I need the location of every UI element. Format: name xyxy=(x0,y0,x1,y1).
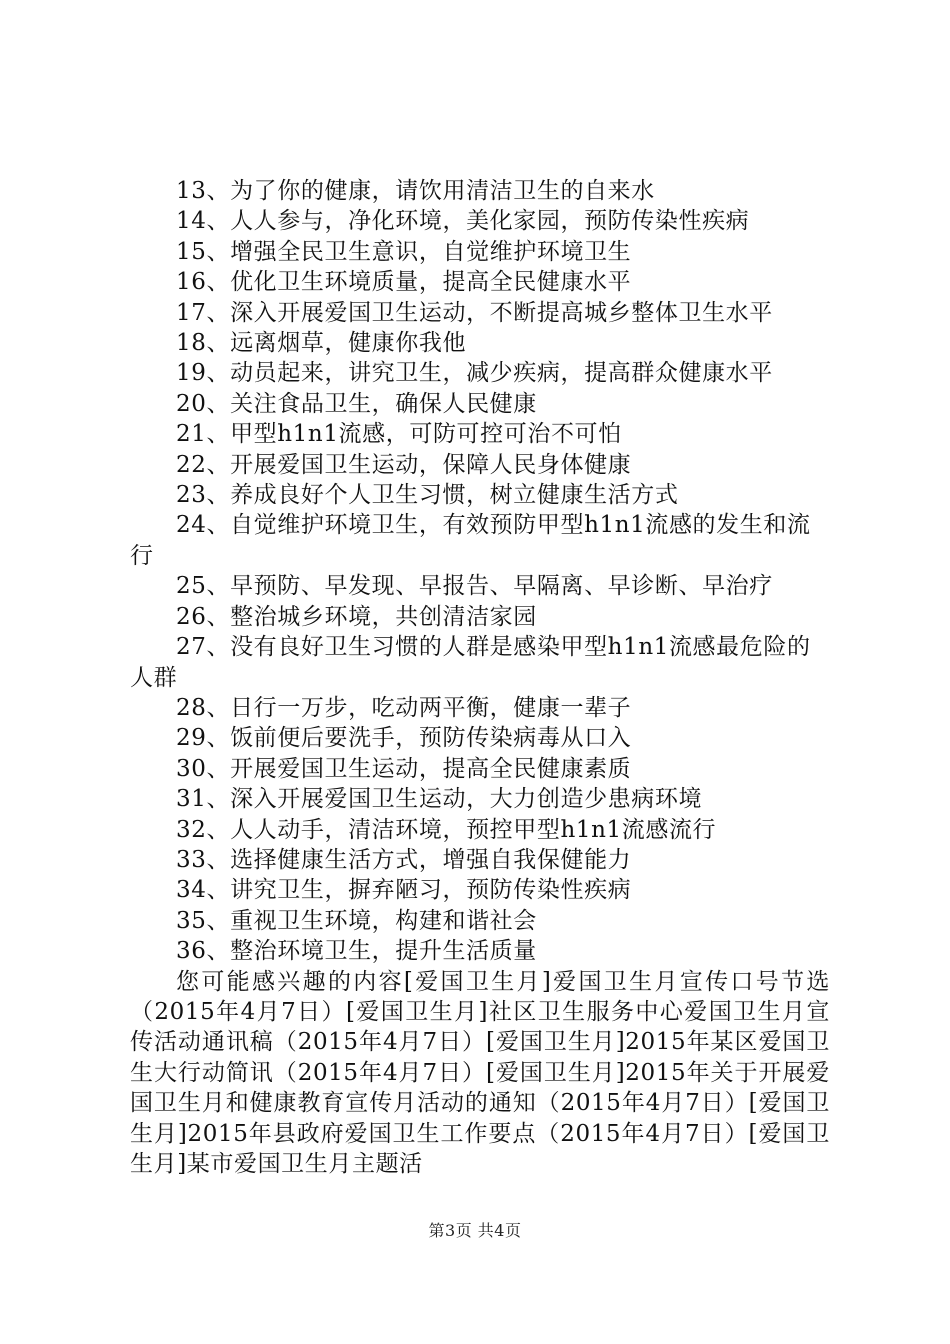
slogan-item-25: 25、早预防、早发现、早报告、早隔离、早诊断、早治疗 xyxy=(176,573,773,600)
slogan-item-27: 27、没有良好卫生习惯的人群是感染甲型h1n1流感最危险的人群 xyxy=(130,634,811,691)
page-footer: 第3页 共4页 xyxy=(428,1221,522,1240)
slogan-item-22: 22、开展爱国卫生运动，保障人民身体健康 xyxy=(176,451,632,478)
slogan-item-29: 29、饭前便后要洗手，预防传染病毒从口入 xyxy=(176,725,632,752)
slogan-item-20: 20、关注食品卫生，确保人民健康 xyxy=(176,390,537,417)
slogan-item-23: 23、养成良好个人卫生习惯，树立健康生活方式 xyxy=(176,482,679,509)
slogan-item-36: 36、整治环境卫生，提升生活质量 xyxy=(176,938,537,965)
slogan-item-35: 35、重视卫生环境，构建和谐社会 xyxy=(176,907,537,934)
document-body xyxy=(130,176,830,1179)
slogan-item-19: 19、动员起来，讲究卫生，减少疾病，提高群众健康水平 xyxy=(176,360,773,387)
slogan-item-34: 34、讲究卫生，摒弃陋习，预防传染性疾病 xyxy=(176,877,632,904)
slogan-item-26: 26、整治城乡环境，共创清洁家园 xyxy=(176,603,537,630)
slogan-item-31: 31、深入开展爱国卫生运动，大力创造少患病环境 xyxy=(176,786,703,813)
related-content-paragraph: 您可能感兴趣的内容[爱国卫生月]爱国卫生月宣传口号节选（2015年4月7日）[爱国卫生月]社区卫生服务中心爱国卫生月宣传活动通讯稿（2015年4月7日）[爱国卫生月]2015年某区爱国卫生大行动简讯（2015年4月7日）[爱国卫生月]2015年关于开展爱国卫生月和健康教育宣传月活动的通知（2015年4月7日）[爱国卫生月]2015年县政府爱国卫生工作要点（2015年4月7日）[爱国卫生月]某市爱国卫生月主题活 xyxy=(130,968,830,1177)
slogan-item-30: 30、开展爱国卫生运动，提高全民健康素质 xyxy=(176,755,632,782)
slogan-item-15: 15、增强全民卫生意识，自觉维护环境卫生 xyxy=(176,238,632,265)
slogan-item-18: 18、远离烟草，健康你我他 xyxy=(176,330,467,357)
slogan-item-13: 13、为了你的健康，请饮用清洁卫生的自来水 xyxy=(176,178,655,204)
slogan-item-32: 32、人人动手，清洁环境，预控甲型h1n1流感流行 xyxy=(176,816,717,843)
slogan-item-24: 24、自觉维护环境卫生，有效预防甲型h1n1流感的发生和流行 xyxy=(130,512,811,569)
slogan-item-17: 17、深入开展爱国卫生运动，不断提高城乡整体卫生水平 xyxy=(176,299,773,326)
slogan-item-21: 21、甲型h1n1流感，可防可控可治不可怕 xyxy=(176,421,622,448)
slogan-item-16: 16、优化卫生环境质量，提高全民健康水平 xyxy=(176,269,632,296)
slogan-item-33: 33、选择健康生活方式，增强自我保健能力 xyxy=(176,846,632,873)
slogan-item-14: 14、人人参与，净化环境，美化家园，预防传染性疾病 xyxy=(176,208,750,235)
slogan-item-28: 28、日行一万步，吃动两平衡，健康一辈子 xyxy=(176,694,632,721)
